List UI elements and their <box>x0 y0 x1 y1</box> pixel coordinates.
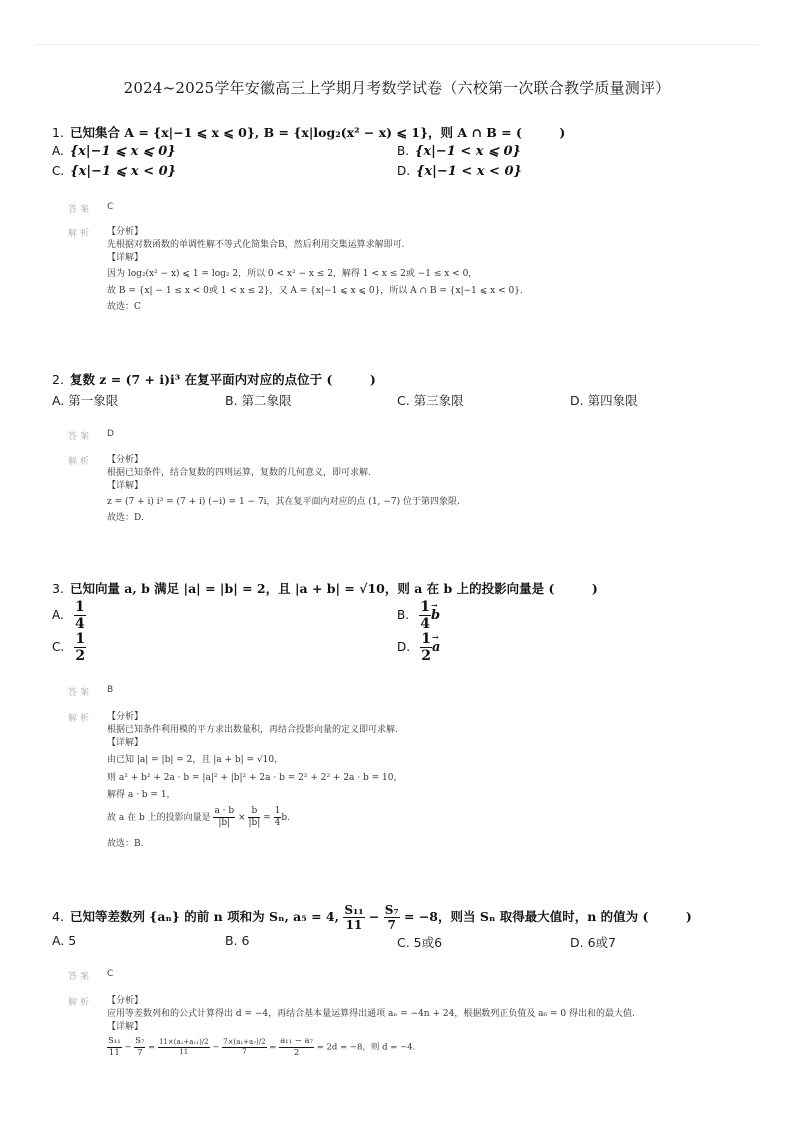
detail-line: 由已知 |a| = |b| = 2，且 |a + b| = √10， <box>107 755 284 765</box>
answer-value: B <box>107 685 114 695</box>
solution-block <box>107 226 523 314</box>
analysis-header: 【分析】 <box>107 227 144 237</box>
solution-block <box>107 995 635 1057</box>
option-c: C. 第三象限 <box>397 393 464 408</box>
analysis-text: 根据已知条件利用模的平方求出数量积，再结合投影向量的定义即可求解. <box>107 725 398 735</box>
option-c: C. $\frac{1}{2}$ <box>52 631 86 664</box>
answer-value: D <box>107 429 114 439</box>
question-2 <box>52 370 376 388</box>
detail-line: 则 a² + b² + 2a · b = |a|² + |b|² + 2a · b = 2² + 2² + 2a · b = 10， <box>107 773 403 783</box>
detail-line: 故选：D. <box>107 513 144 523</box>
fraction: $\frac{\text{S₇}}{7}$ <box>384 903 399 932</box>
fraction: $\frac{\text{a₁₁ − a₇}}{2}$ <box>280 1036 313 1058</box>
option-text: {x|−1 ⩽ x < 0} <box>70 164 177 179</box>
option-d: D. 第四象限 <box>570 393 638 408</box>
fraction: $\frac{1}{4}$ <box>74 599 85 632</box>
question-1 <box>52 123 565 141</box>
detail-header: 【详解】 <box>107 481 144 491</box>
answer-label: 答案 <box>68 688 93 698</box>
analysis-header: 【分析】 <box>107 455 144 465</box>
detail-line: $\frac{\text{S₁₁}}{11}$ − $\frac{\text{S₇}}{7}$ = $\frac{\text{11×(a₁+a₁₁)/2}}{11}$ − $\frac{\text{7×(a₁+a₇)/2}}{7}$ = $\frac{\text{a₁₁ − a₇}}{2}$ = 2d = −8，则 d = −4. <box>108 1036 416 1058</box>
detail-line: 故选：B. <box>107 839 144 849</box>
detail-header: 【详解】 <box>107 738 144 748</box>
fraction: $\frac{a \cdot b}{|b|}$ <box>214 806 235 828</box>
option-a: A. 5 <box>52 933 77 948</box>
question-stem: 已知集合 A = {x|−1 ⩽ x ⩽ 0}, B = {x|log₂(x² − x) ⩽ 1}，则 A ∩ B = ( ) <box>69 125 566 140</box>
detail-line: 因为 log₂(x² − x) ⩽ 1 = log₂ 2，所以 0 < x² − x ≤ 2，解得 1 < x ≤ 2或 −1 ≤ x < 0， <box>107 269 478 279</box>
option-a: A. $\frac{1}{4}$ <box>52 599 85 632</box>
detail-line: 故 a 在 b 上的投影向量是 $\frac{a \cdot b}{|b|}$ × $\frac{b}{|b|}$ = $\frac{1}{4}$ b. <box>107 806 290 828</box>
option-c: C. {x|−1 ⩽ x < 0} <box>52 164 177 179</box>
vector-a: → a <box>432 640 440 655</box>
analysis-header: 【分析】 <box>107 712 144 722</box>
analysis-text: 先根据对数函数的单调性解不等式化简集合B，然后利用交集运算求解即可. <box>107 240 405 250</box>
question-4: 4. 已知等差数列 {aₙ} 的前 n 项和为 Sₙ, a₅ = 4, $\frac{\text{S₁₁}}{11}$ − $\frac{\text{S₇}}{7}$ = −8，则当 Sₙ 取得最大值时，n 的值为 ( ) <box>52 903 692 932</box>
option-c: C. 5或6 <box>397 935 443 950</box>
option-text: {x|−1 < x < 0} <box>416 164 522 179</box>
fraction: $\frac{\text{11×(a₁+a₁₁)/2}}{11}$ <box>158 1037 209 1056</box>
analysis-label: 解析 <box>68 714 93 724</box>
fraction: $\frac{1}{4}$ <box>274 806 281 828</box>
option-text: {x|−1 ⩽ x ⩽ 0} <box>69 144 176 159</box>
option-a: A. 第一象限 <box>52 393 119 408</box>
option-a: A. {x|−1 ⩽ x ⩽ 0} <box>52 144 176 159</box>
question-stem: 复数 z = (7 + i)i³ 在复平面内对应的点位于 ( ) <box>69 372 376 387</box>
analysis-text: 根据已知条件，结合复数的四则运算，复数的几何意义，即可求解. <box>107 468 371 478</box>
detail-line: 解得 a · b = 1， <box>107 790 176 800</box>
question-number: 3. <box>52 581 64 596</box>
question-stem: 已知等差数列 {aₙ} 的前 n 项和为 Sₙ, a₅ = 4, <box>69 909 339 924</box>
detail-line: 故 B = {x| − 1 ≤ x < 0或 1 < x ≤ 2}，又 A = {x|−1 ⩽ x ⩽ 0}，所以 A ∩ B = {x|−1 ⩽ x < 0}. <box>107 286 523 296</box>
fraction: $\frac{1}{2}$ <box>75 631 86 664</box>
question-number: 1. <box>52 125 64 140</box>
analysis-label: 解析 <box>68 229 93 239</box>
fraction: $\frac{\text{S₇}}{7}$ <box>135 1036 145 1058</box>
fraction: $\frac{\text{S₁₁}}{11}$ <box>344 903 364 932</box>
option-b: B. 6 <box>225 933 250 948</box>
option-text: {x|−1 < x ⩽ 0} <box>415 144 521 159</box>
top-divider <box>36 44 758 45</box>
analysis-header: 【分析】 <box>107 996 144 1006</box>
vector-b: → b <box>431 608 440 623</box>
question-number: 2. <box>52 372 64 387</box>
option-b: B. 第二象限 <box>225 393 292 408</box>
fraction: $\frac{1}{2}$ <box>421 631 431 664</box>
detail-header: 【详解】 <box>107 253 144 263</box>
detail-line: 故选：C <box>107 302 141 312</box>
option-d: D. {x|−1 < x < 0} <box>397 164 522 179</box>
option-d: D. $\frac{1}{2}$ → a <box>397 632 440 663</box>
fraction: $\frac{\text{S₁₁}}{11}$ <box>108 1036 121 1058</box>
analysis-label: 解析 <box>68 457 93 467</box>
answer-label: 答案 <box>68 972 93 982</box>
analysis-text: 应用等差数列和的公式计算得出 d = −4，再结合基本量运算得出通项 aₙ = −4n + 24，根据数列正负值及 a₆ = 0 得出和的最大值. <box>107 1009 635 1019</box>
option-b: B. $\frac{1}{4}$ → b <box>397 600 440 631</box>
fraction: $\frac{\text{7×(a₁+a₇)/2}}{7}$ <box>223 1037 266 1056</box>
detail-line: z = (7 + i) i³ = (7 + i) (−i) = 1 − 7i，其在复平面内对应的点 (1, −7) 位于第四象限. <box>107 497 460 507</box>
answer-value: C <box>107 969 114 979</box>
option-b: B. {x|−1 < x ⩽ 0} <box>397 144 521 159</box>
detail-header: 【详解】 <box>107 1022 144 1032</box>
question-number: 4. <box>52 909 64 924</box>
analysis-label: 解析 <box>68 998 93 1008</box>
solution-block <box>107 454 460 525</box>
page-title: 2024~2025学年安徽高三上学期月考数学试卷（六校第一次联合教学质量测评） <box>123 79 671 97</box>
fraction: $\frac{1}{4}$ <box>420 599 430 632</box>
fraction: $\frac{b}{|b|}$ <box>248 806 261 828</box>
answer-label: 答案 <box>68 432 93 442</box>
answer-value: C <box>107 202 114 212</box>
question-stem: 已知向量 a, b 满足 |a| = |b| = 2，且 |a + b| = √10，则 a 在 b 上的投影向量是 ( ) <box>69 581 598 596</box>
option-d: D. 6或7 <box>570 935 616 950</box>
solution-block <box>107 711 402 851</box>
question-3 <box>52 579 598 597</box>
answer-label: 答案 <box>68 205 93 215</box>
